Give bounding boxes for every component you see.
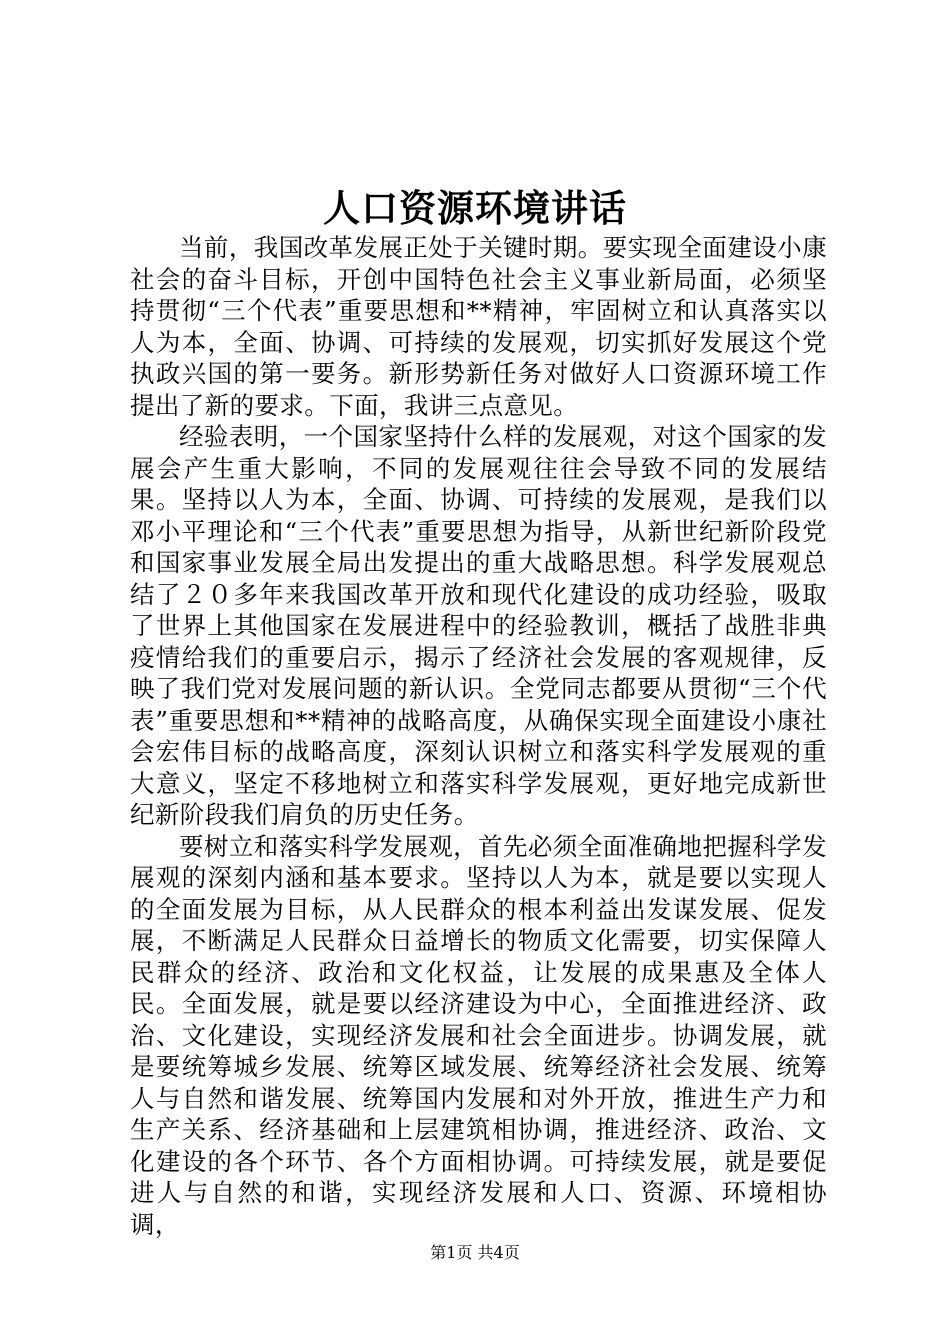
page-footer: 第1页 共4页 [430, 1243, 520, 1262]
document-body [130, 232, 827, 1240]
paragraph-1: 当前，我国改革发展正处于关键时期。要实现全面建设小康社会的奋斗目标，开创中国特色社会主义事业新局面，必须坚持贯彻“三个代表”重要思想和**精神，牢固树立和认真落实以人为本，全面、协调、可持续的发展观，切实抓好发展这个党执政兴国的第一要务。新形势新任务对做好人口资源环境工作提出了新的要求。下面，我讲三点意见。 [130, 233, 827, 420]
paragraph-3: 要树立和落实科学发展观，首先必须全面准确地把握科学发展观的深刻内涵和基本要求。坚持以人为本，就是要以实现人的全面发展为目标，从人民群众的根本利益出发谋发展、促发展，不断满足人民群众日益增长的物质文化需要，切实保障人民群众的经济、政治和文化权益，让发展的成果惠及全体人民。全面发展，就是要以经济建设为中心，全面推进经济、政治、文化建设，实现经济发展和社会全面进步。协调发展，就是要统筹城乡发展、统筹区域发展、统筹经济社会发展、统筹人与自然和谐发展、统筹国内发展和对外开放，推进生产力和生产关系、经济基础和上层建筑相协调，推进经济、政治、文化建设的各个环节、各个方面相协调。可持续发展，就是要促进人与自然的和谐，实现经济发展和人口、资源、环境相协调， [130, 831, 827, 1239]
paragraph-2: 经验表明，一个国家坚持什么样的发展观，对这个国家的发展会产生重大影响，不同的发展观往往会导致不同的发展结果。坚持以人为本，全面、协调、可持续的发展观，是我们以邓小平理论和“三个代表”重要思想为指导，从新世纪新阶段党和国家事业发展全局出发提出的重大战略思想。科学发展观总结了２０多年来我国改革开放和现代化建设的成功经验，吸取了世界上其他国家在发展进程中的经验教训，概括了战胜非典疫情给我们的重要启示，揭示了经济社会发展的客观规律，反映了我们党对发展问题的新认识。全党同志都要从贯彻“三个代表”重要思想和**精神的战略高度，从确保实现全面建设小康社会宏伟目标的战略高度，深刻认识树立和落实科学发展观的重大意义，坚定不移地树立和落实科学发展观，更好地完成新世纪新阶段我们肩负的历史任务。 [130, 422, 827, 829]
document-title: 人口资源环境讲话 [323, 186, 627, 230]
